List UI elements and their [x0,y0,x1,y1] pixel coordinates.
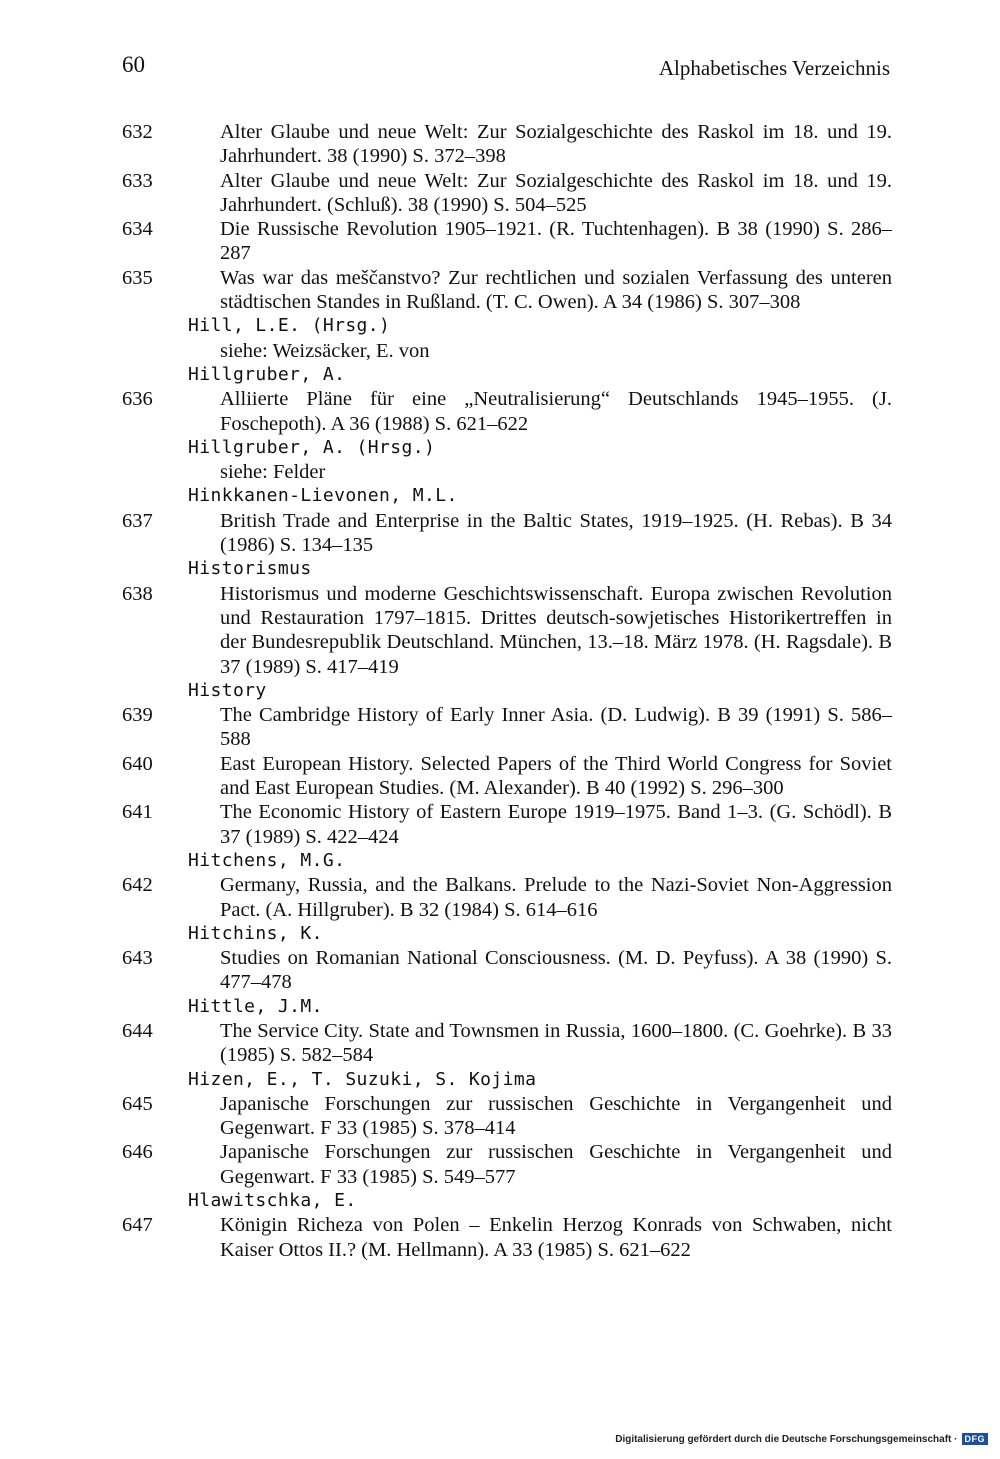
bibliography-entry [0,217,1000,266]
bibliography-entry [0,1213,1000,1262]
bibliography-entry [0,120,1000,169]
running-title: Alphabetisches Verzeichnis [658,56,890,80]
entry-number: 640 [122,752,153,775]
entry-number: 641 [122,801,153,824]
entry-text: The Cambridge History of Early Inner Asia. (D. Ludwig). B 39 (1991) S. 586–588 [220,704,892,751]
credit-text: Digitalisierung gefördert durch die Deutsche Forschungsgemeinschaft · [615,1433,958,1445]
entry-text: siehe: Weizsäcker, E. von [220,339,430,362]
entry-text: Was war das meščanstvo? Zur rechtlichen und sozialen Verfassung des unteren städtischen Standes in Rußland. (T. C. Owen). A 34 (1986) S. 307–308 [220,266,892,314]
bibliography-entry [0,946,1000,995]
entry-number: 632 [122,121,153,143]
entry-number: 637 [122,509,153,532]
entry-text: Germany, Russia, and the Balkans. Prelude to the Nazi-Soviet Non-Aggression Pact. (A. Hillgruber). B 32 (1984) S. 614–616 [220,874,892,921]
entry-number: 647 [122,1214,153,1237]
dfg-logo: DFG [962,1433,989,1445]
entry-number: 633 [122,169,153,192]
author-heading: Hittle, J.M. [188,995,323,1017]
bibliography-entry [0,582,1000,679]
entry-text: Königin Richeza von Polen – Enkelin Herzog Konrads von Schwaben, nicht Kaiser Ottos II.? (M. Hellmann). A 33 (1985) S. 621–622 [220,1214,892,1261]
entry-number: 644 [122,1019,153,1042]
entry-number: 634 [122,218,153,241]
author-heading: Hill, L.E. (Hrsg.) [188,315,391,337]
entry-number: 645 [122,1092,153,1115]
bibliography-entry [0,703,1000,752]
page-number: 60 [122,52,145,77]
author-heading: Hillgruber, A. [188,363,346,385]
bibliography-entry [0,169,1000,218]
entry-number: 638 [122,582,153,605]
bibliography-entry [0,266,1000,315]
entry-number: 639 [122,704,153,727]
entry-text: The Service City. State and Townsmen in Russia, 1600–1800. (C. Goehrke). B 33 (1985) S. 582–584 [220,1019,892,1067]
author-heading: Historismus [188,558,312,580]
bibliography-entry [0,387,1000,436]
bibliography-entry [0,1092,1000,1141]
entry-text: Japanische Forschungen zur russischen Geschichte in Vergangenheit und Gegenwart. F 33 (1985) S. 378–414 [220,1092,892,1140]
entry-text: Alliierte Pläne für eine „Neutralisierung“ Deutschlands 1945–1955. (J. Foschepoth). A 36 (1988) S. 621–622 [220,388,892,435]
author-heading: Hitchins, K. [188,922,323,944]
entry-text: Historismus und moderne Geschichtswissenschaft. Europa zwischen Revolution und Restauration 1797–1815. Drittes deutsch-sowjetisches Historikertreffen in der Bundesrepublik Deutschland. München, 13.–18. März 1978. (H. Ragsdale). B 37 (1989) S. 417–419 [220,582,892,678]
entry-text: Alter Glaube und neue Welt: Zur Sozialgeschichte des Raskol im 18. und 19. Jahrhundert. 38 (1990) S. 372–398 [220,121,892,168]
author-heading: Hitchens, M.G. [188,849,346,871]
bibliography-entry [0,339,1000,363]
author-heading: Hlawitschka, E. [188,1190,357,1212]
entry-text: Japanische Forschungen zur russischen Geschichte in Vergangenheit und Gegenwart. F 33 (1985) S. 549–577 [220,1141,892,1188]
author-heading: Hinkkanen-Lievonen, M.L. [188,485,458,507]
bibliography-entry [0,1019,1000,1068]
bibliography-entry [0,1140,1000,1189]
entry-number: 636 [122,388,153,411]
bibliography-entry [0,460,1000,484]
bibliography-list [0,120,1000,1262]
entry-text: Alter Glaube und neue Welt: Zur Sozialgeschichte des Raskol im 18. und 19. Jahrhundert. (Schluß). 38 (1990) S. 504–525 [220,169,892,216]
entry-number: 643 [122,947,153,970]
author-heading: Hizen, E., T. Suzuki, S. Kojima [188,1068,537,1090]
bibliography-entry [0,509,1000,558]
entry-text: British Trade and Enterprise in the Baltic States, 1919–1925. (H. Rebas). B 34 (1986) S. 134–135 [220,509,892,557]
entry-text: East European History. Selected Papers of the Third World Congress for Soviet and East European Studies. (M. Alexander). B 40 (1992) S. 296–300 [220,752,892,800]
author-heading: History [188,679,267,701]
entry-text: The Economic History of Eastern Europe 1919–1975. Band 1–3. (G. Schödl). B 37 (1989) S. 422–424 [220,801,892,848]
bibliography-entry [0,873,1000,922]
entry-text: Studies on Romanian National Consciousness. (M. D. Peyfuss). A 38 (1990) S. 477–478 [220,947,892,994]
bibliography-entry [0,752,1000,801]
author-heading: Hillgruber, A. (Hrsg.) [188,436,436,458]
bibliography-entry [0,800,1000,849]
entry-number: 635 [122,266,153,289]
entry-number: 646 [122,1141,153,1164]
entry-text: Die Russische Revolution 1905–1921. (R. Tuchtenhagen). B 38 (1990) S. 286–287 [220,218,892,265]
entry-text: siehe: Felder [220,461,326,484]
digitization-credit [615,1433,988,1445]
entry-number: 642 [122,874,153,897]
